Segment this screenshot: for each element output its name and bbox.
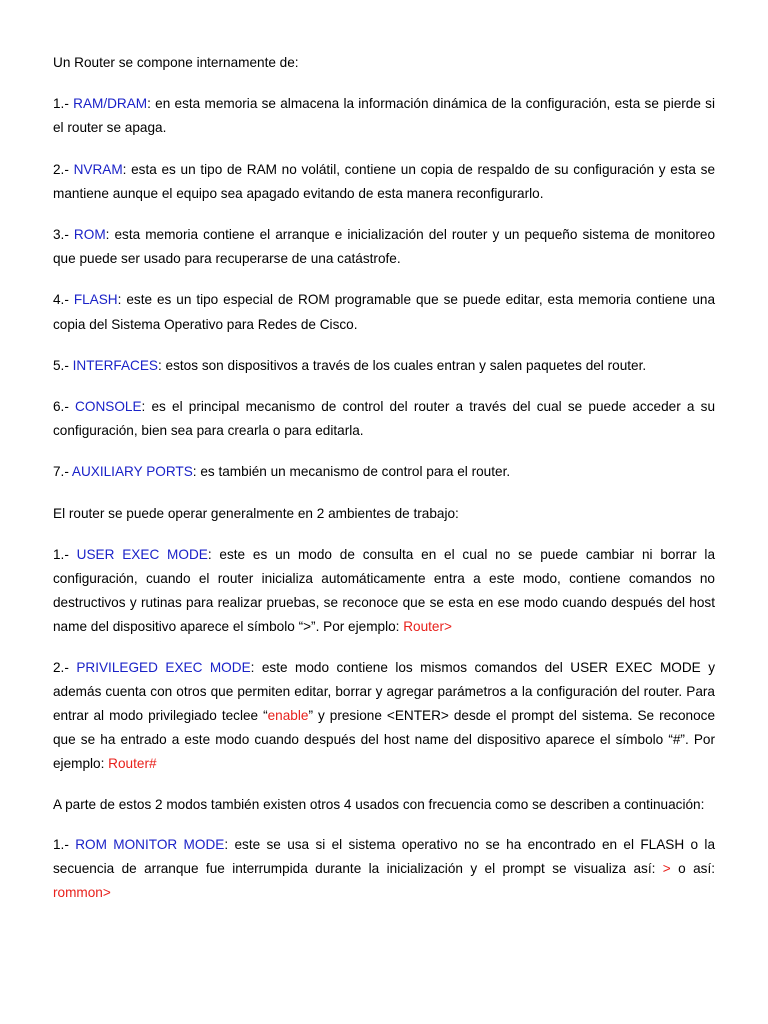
mode-description-continued: o así:: [670, 861, 716, 877]
item-number: 1.-: [53, 836, 76, 852]
component-term: RAM/DRAM: [73, 96, 148, 112]
component-rom: [53, 223, 715, 271]
rom-monitor-mode: [53, 833, 715, 906]
component-console: [53, 395, 715, 443]
command-enable: enable: [267, 708, 309, 724]
other-modes-intro-text: A parte de estos 2 modos también existen otros 4 usados con frecuencia como se describen a continuación:: [53, 796, 705, 812]
component-description: : es el principal mecanismo de control del router a través del cual se puede acceder a su configuración, bien sea para crearla o para editarla.: [53, 399, 716, 439]
component-term: CONSOLE: [75, 399, 142, 415]
component-term: ROM: [73, 227, 106, 243]
component-ram: [53, 92, 715, 140]
item-number: 3.-: [53, 227, 74, 243]
component-description: : esta memoria contiene el arranque e inicialización del router y un pequeño sistema de monitoreo que puede ser usado para recuperarse de una catástrofe.: [53, 227, 715, 267]
item-number: 6.-: [53, 399, 76, 415]
prompt-rommon: rommon>: [53, 885, 111, 901]
component-description: : en esta memoria se almacena la información dinámica de la configuración, esta se pierde si el router se apaga.: [53, 96, 716, 136]
component-term: FLASH: [73, 292, 118, 308]
component-term: INTERFACES: [72, 357, 158, 373]
privileged-exec-mode: [53, 656, 715, 777]
prompt-example: Router>: [403, 619, 452, 635]
mode-term: ROM MONITOR MODE: [75, 836, 225, 852]
item-number: 1.-: [53, 96, 74, 112]
component-description: : este es un tipo especial de ROM programable que se puede editar, esta memoria contiene una copia del Sistema Operativo para Redes de Cisco.: [53, 292, 716, 332]
mode-term: PRIVILEGED EXEC MODE: [76, 659, 251, 675]
component-nvram: [53, 158, 715, 206]
component-auxiliary-ports: [53, 460, 715, 484]
item-number: 5.-: [53, 357, 73, 373]
modes-intro-text: El router se puede operar generalmente en 2 ambientes de trabajo:: [53, 505, 459, 521]
component-description: : esta es un tipo de RAM no volátil, contiene un copia de respaldo de su configuración y esta se mantiene aunque el equipo sea apagado evitando de esta manera reconfigurarlo.: [53, 161, 716, 201]
item-number: 2.-: [53, 161, 74, 177]
prompt-symbol: >: [662, 861, 671, 877]
user-exec-mode: [53, 543, 715, 640]
mode-description: : este es un modo de consulta en el cual no se puede cambiar ni borrar la configuración, cuando el router inicializa automáticamente entra a este modo, contiene comandos no destructivos y rutinas para realizar pruebas, se reconoce que se esta en ese modo cuando después del host name del dispositivo aparece el símbolo “>”. Por ejemplo:: [53, 546, 716, 635]
item-number: 1.-: [53, 546, 77, 562]
component-flash: [53, 288, 715, 336]
component-interfaces: [53, 354, 715, 378]
item-number: 4.-: [53, 292, 74, 308]
mode-description: : este se usa si el sistema operativo no se ha encontrado en el FLASH o la secuencia de arranque fue interrumpida durante la inicialización y el prompt se visualiza así:: [53, 836, 715, 877]
component-description: : estos son dispositivos a través de los cuales entran y salen paquetes del router.: [158, 357, 647, 373]
mode-description-continued: ” y presione <ENTER> desde el prompt del sistema. Se reconoce que se ha entrado a este modo cuando después del host name del dispositivo aparece el símbolo “#”. Por ejemplo:: [53, 708, 715, 772]
component-description: : es también un mecanismo de control para el router.: [192, 464, 511, 480]
mode-term: USER EXEC MODE: [76, 546, 208, 562]
item-number: 2.-: [53, 659, 77, 675]
component-term: NVRAM: [73, 161, 123, 177]
mode-description: : este modo contiene los mismos comandos del USER EXEC MODE y además cuenta con otros que permiten editar, borrar y agregar parámetros a la configuración del router. Para entrar al modo privilegiado teclee “: [53, 659, 715, 724]
component-term: AUXILIARY PORTS: [71, 464, 193, 480]
item-number: 7.-: [53, 464, 72, 480]
intro-text: Un Router se compone internamente de:: [53, 55, 299, 70]
prompt-example: Router#: [108, 756, 157, 772]
